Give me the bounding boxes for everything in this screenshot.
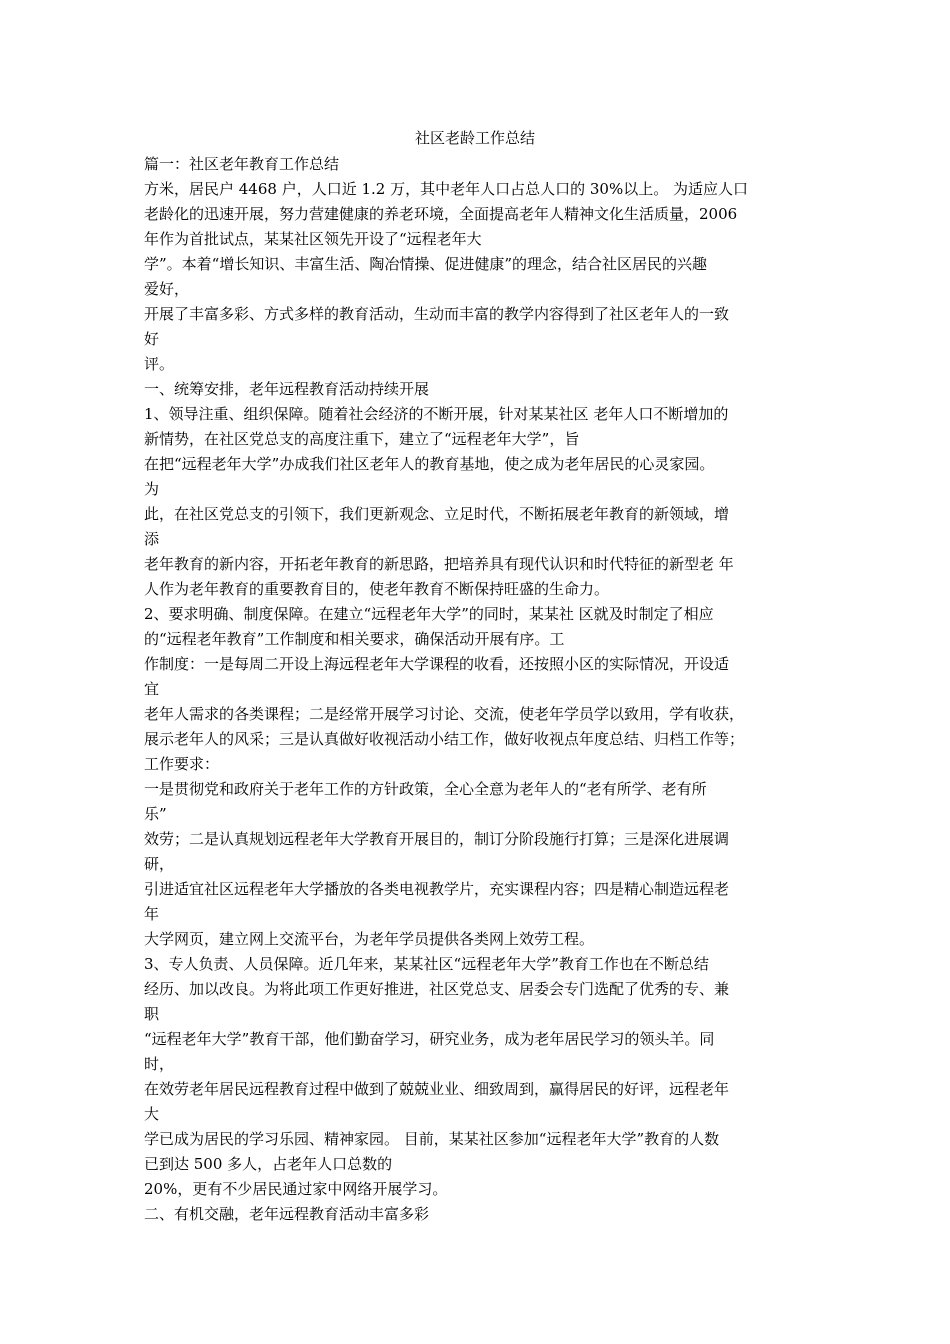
text-line: 二、有机交融，老年远程教育活动丰富多彩 [144, 1205, 430, 1223]
text-line: 作制度：一是每周二开设上海远程老年大学课程的收看，还按照小区的实际情况，开设适 [144, 655, 730, 673]
text-line: 职 [144, 1005, 160, 1023]
text-line: 篇一：社区老年教育工作总结 [144, 155, 340, 173]
text-line: 老年人需求的各类课程；二是经常开展学习讨论、交流，使老年学员学以致用，学有收获， [144, 705, 745, 723]
text-line: 学已成为居民的学习乐园、精神家园。 目前，某某社区参加“远程老年大学”教育的人数 [144, 1130, 720, 1148]
text-line: 乐” [144, 805, 167, 823]
text-line: 经历、加以改良。为将此项工作更好推进，社区党总支、居委会专门选配了优秀的专、兼 [144, 980, 730, 998]
text-line: 人作为老年教育的重要教育目的，使老年教育不断保持旺盛的生命力。 [144, 580, 610, 598]
text-line: 新情势，在社区党总支的高度注重下，建立了“远程老年大学”，旨 [144, 430, 580, 448]
text-line: “远程老年大学”教育干部，他们勤奋学习，研究业务，成为老年居民学习的领头羊。同 [144, 1030, 715, 1048]
text-line: 一是贯彻党和政府关于老年工作的方针政策，全心全意为老年人的“老有所学、老有所 [144, 780, 707, 798]
text-line: 宜 [144, 680, 160, 698]
document-body [144, 152, 812, 1227]
text-line: 添 [144, 530, 160, 548]
text-line: 时， [144, 1055, 175, 1073]
text-line: 的“远程老年教育”工作制度和相关要求，确保活动开展有序。工 [144, 630, 565, 648]
text-line: 年 [144, 905, 160, 923]
text-line: 引进适宜社区远程老年大学播放的各类电视教学片，充实课程内容；四是精心制造远程老 [144, 880, 730, 898]
text-line: 大 [144, 1105, 160, 1123]
text-line: 此，在社区党总支的引领下，我们更新观念、立足时代，不断拓展老年教育的新领域，增 [144, 505, 730, 523]
text-line: 老龄化的迅速开展，努力营建健康的养老环境，全面提高老年人精神文化生活质量，2006 [144, 205, 738, 223]
text-line: 开展了丰富多彩、方式多样的教育活动，生动而丰富的教学内容得到了社区老年人的一致 [144, 305, 730, 323]
text-line: 学”。本着“增长知识、丰富生活、陶冶情操、促进健康”的理念，结合社区居民的兴趣 [144, 255, 708, 273]
text-line: 在把“远程老年大学”办成我们社区老年人的教育基地，使之成为老年居民的心灵家园。 [144, 455, 715, 473]
text-line: 为 [144, 480, 160, 498]
text-line: 年作为首批试点，某某社区领先开设了“远程老年大 [144, 230, 482, 248]
text-line: 在效劳老年居民远程教育过程中做到了兢兢业业、细致周到，赢得居民的好评，远程老年 [144, 1080, 730, 1098]
text-line: 展示老年人的风采；三是认真做好收视活动小结工作，做好收视点年度总结、归档工作等； [144, 730, 745, 748]
document-title: 社区老龄工作总结 [414, 129, 535, 147]
text-line: 2、要求明确、制度保障。在建立“远程老年大学”的同时，某某社 区就及时制定了相应 [144, 605, 714, 623]
text-line: 方米，居民户 4468 户，人口近 1.2 万，其中老年人口占总人口的 30%以上。 为适应人口 [144, 180, 748, 198]
text-line: 评。 [144, 355, 175, 373]
text-line: 爱好， [144, 280, 190, 298]
text-line: 一、统筹安排，老年远程教育活动持续开展 [144, 380, 430, 398]
text-line: 大学网页，建立网上交流平台，为老年学员提供各类网上效劳工程。 [144, 930, 595, 948]
text-line: 3、专人负责、人员保障。近几年来，某某社区“远程老年大学”教育工作也在不断总结 [144, 955, 709, 973]
text-line: 1、领导注重、组织保障。随着社会经济的不断开展，针对某某社区 老年人口不断增加的 [144, 405, 729, 423]
text-line: 已到达 500 多人，占老年人口总数的 [144, 1155, 393, 1173]
text-line: 好 [144, 330, 160, 348]
text-line: 老年教育的新内容，开拓老年教育的新思路，把培养具有现代认识和时代特征的新型老 年 [144, 555, 734, 573]
text-line: 20%，更有不少居民通过家中网络开展学习。 [144, 1180, 448, 1198]
text-line: 研， [144, 855, 175, 873]
text-line: 工作要求： [144, 755, 220, 773]
text-line: 效劳；二是认真规划远程老年大学教育开展目的，制订分阶段施行打算；三是深化进展调 [144, 830, 730, 848]
